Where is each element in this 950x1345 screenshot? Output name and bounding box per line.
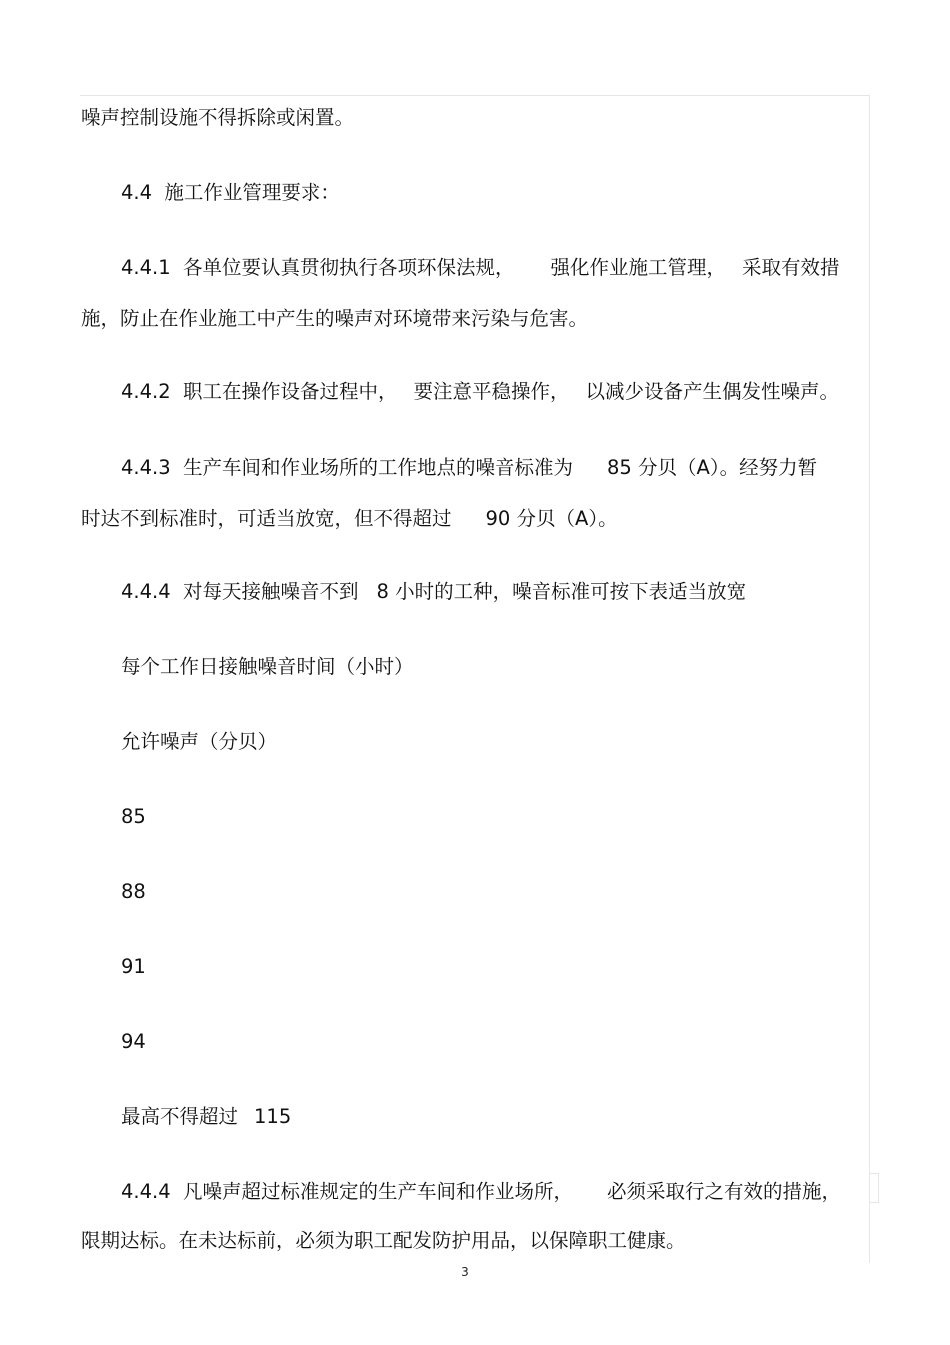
text-segment: 以减少设备产生偶发性噪声。 [585, 380, 840, 403]
table-value: 88 [121, 880, 146, 903]
page-number: 3 [461, 1265, 469, 1279]
table-header-exposure-time: 每个工作日接触噪音时间（小时） [121, 655, 414, 678]
table-value: 94 [121, 1030, 146, 1053]
text-segment: 采取有效措 [742, 256, 840, 279]
text-segment: 时达不到标准时，可适当放宽，但不得超过 [81, 507, 452, 530]
text-segment: 4.4.4 凡噪声超过标准规定的生产车间和作业场所， [121, 1180, 574, 1203]
paragraph-line [81, 507, 618, 531]
text-segment: 4.4.4 对每天接触噪音不到 [121, 580, 359, 603]
text-segment: 强化作业施工管理， [550, 256, 727, 279]
text-segment: 4.4.3 生产车间和作业场所的工作地点的噪音标准为 [121, 456, 574, 479]
page-frame-tick [869, 1173, 879, 1203]
text-segment: 最高不得超过 [121, 1105, 239, 1128]
text-segment: 必须采取行之有效的措施， [607, 1180, 842, 1203]
paragraph-line [121, 256, 840, 280]
paragraph-line [121, 380, 839, 404]
paragraph-line: 施，防止在作业施工中产生的噪声对环境带来污染与危害。 [81, 307, 589, 330]
paragraph-line: 限期达标。在未达标前，必须为职工配发防护用品，以保障职工健康。 [81, 1229, 686, 1252]
text-segment: 4.4.1 各单位要认真贯彻执行各项环保法规， [121, 256, 515, 279]
text-segment: 4.4.2 职工在操作设备过程中， [121, 380, 398, 403]
table-max-value [121, 1105, 291, 1129]
text-segment: 8 小时的工种，噪音标准可按下表适当放宽 [376, 580, 747, 603]
text-segment: 要注意平稳操作， [413, 380, 570, 403]
text-segment: 85 分贝（A）。经努力暂 [607, 456, 818, 479]
paragraph-line [121, 456, 817, 480]
table-value: 85 [121, 805, 146, 828]
table-header-allowed-noise: 允许噪声（分贝） [121, 730, 278, 753]
section-heading: 4.4 施工作业管理要求： [121, 181, 340, 204]
table-value: 91 [121, 955, 146, 978]
paragraph-line [121, 1180, 841, 1204]
text-segment: 90 分贝（A）。 [485, 507, 618, 530]
paragraph-line: 噪声控制设施不得拆除或闲置。 [81, 106, 355, 129]
paragraph-line [121, 580, 746, 604]
page-frame-right-border [869, 95, 870, 1263]
page-frame-top-border [80, 95, 870, 96]
text-segment: 115 [254, 1105, 292, 1128]
